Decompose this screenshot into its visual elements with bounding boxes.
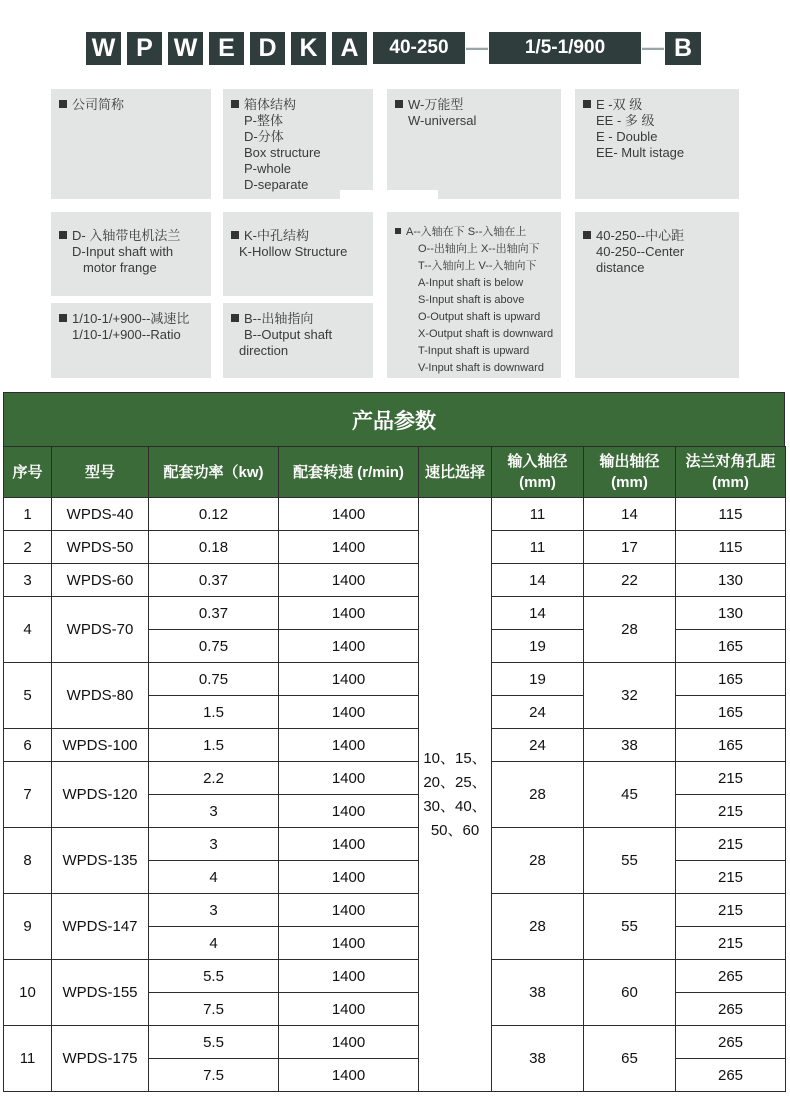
cell-model: WPDS-60 [52, 564, 149, 597]
cell-output-shaft: 32 [584, 663, 676, 729]
cell-output-shaft: 22 [584, 564, 676, 597]
square-bullet-icon [583, 100, 591, 108]
cell-output-shaft: 17 [584, 531, 676, 564]
cell-flange: 165 [676, 663, 786, 696]
ratio-option-line: 30、40、 [423, 797, 487, 815]
cell-flange: 165 [676, 696, 786, 729]
cell-model: WPDS-70 [52, 597, 149, 663]
code-letter: A [332, 32, 367, 65]
cell-speed: 1400 [279, 960, 419, 993]
cell-no: 7 [4, 762, 52, 828]
cell-power: 7.5 [149, 1059, 279, 1092]
code-letter: P [127, 32, 162, 65]
cell-no: 1 [4, 498, 52, 531]
header-input-shaft: 输入轴径 (mm) [492, 447, 584, 498]
cell-power: 5.5 [149, 1026, 279, 1059]
table-row [4, 729, 786, 762]
cell-no: 11 [4, 1026, 52, 1092]
table-row [4, 828, 786, 861]
legend-company: 公司简称 [51, 89, 211, 199]
table-row [4, 1026, 786, 1059]
cell-speed: 1400 [279, 531, 419, 564]
ratio-option-line: 50、60 [430, 821, 480, 839]
cell-no: 8 [4, 828, 52, 894]
model-code [86, 30, 707, 66]
cell-model: WPDS-155 [52, 960, 149, 1026]
table-row [4, 564, 786, 597]
header-no: 序号 [4, 447, 52, 498]
cell-model: WPDS-175 [52, 1026, 149, 1092]
cell-input-shaft: 14 [492, 564, 584, 597]
cell-speed: 1400 [279, 630, 419, 663]
cell-no: 6 [4, 729, 52, 762]
cell-power: 4 [149, 861, 279, 894]
table-title: 产品参数 [3, 392, 785, 447]
legend-center-distance: 40-250--中心距 40-250--Center distance [575, 212, 739, 378]
square-bullet-icon [583, 231, 591, 239]
cell-output-shaft: 65 [584, 1026, 676, 1092]
cell-input-shaft: 24 [492, 729, 584, 762]
table-row [4, 597, 786, 630]
square-bullet-icon [231, 314, 239, 322]
cell-output-shaft: 45 [584, 762, 676, 828]
square-bullet-icon [59, 314, 67, 322]
cell-flange: 215 [676, 795, 786, 828]
cell-flange: 115 [676, 498, 786, 531]
cell-flange: 165 [676, 729, 786, 762]
cell-flange: 130 [676, 597, 786, 630]
legend-box-structure: 箱体结构 P-整体 D-分体 Box structure P-whole D-separate [223, 89, 373, 199]
cell-speed: 1400 [279, 1059, 419, 1092]
legend-ratio: 1/10-1/+900--减速比 1/10-1/+900--Ratio [51, 303, 211, 378]
cell-input-shaft: 14 [492, 597, 584, 630]
cell-speed: 1400 [279, 597, 419, 630]
ratio-option-line: 10、15、 [423, 749, 487, 767]
cell-flange: 215 [676, 861, 786, 894]
cell-speed: 1400 [279, 828, 419, 861]
code-separator: — [642, 35, 664, 60]
cell-power: 0.75 [149, 663, 279, 696]
cell-ratio-options [419, 498, 492, 1092]
header-model: 型号 [52, 447, 149, 498]
table-row [4, 960, 786, 993]
cell-input-shaft: 28 [492, 894, 584, 960]
cell-flange: 215 [676, 927, 786, 960]
code-letter: D [250, 32, 285, 65]
cell-model: WPDS-135 [52, 828, 149, 894]
cell-no: 9 [4, 894, 52, 960]
cell-output-shaft: 38 [584, 729, 676, 762]
cell-power: 0.12 [149, 498, 279, 531]
cell-power: 4 [149, 927, 279, 960]
cell-speed: 1400 [279, 498, 419, 531]
cell-speed: 1400 [279, 795, 419, 828]
cell-output-shaft: 14 [584, 498, 676, 531]
cell-speed: 1400 [279, 696, 419, 729]
cell-flange: 215 [676, 894, 786, 927]
cell-power: 7.5 [149, 993, 279, 1026]
code-letter: W [86, 32, 121, 65]
cell-flange: 115 [676, 531, 786, 564]
cell-power: 0.37 [149, 564, 279, 597]
header-flange: 法兰对角孔距 (mm) [676, 447, 786, 498]
cell-speed: 1400 [279, 729, 419, 762]
ratio-option-line: 20、25、 [423, 773, 487, 791]
cell-power: 0.18 [149, 531, 279, 564]
square-bullet-icon [59, 100, 67, 108]
cell-power: 3 [149, 828, 279, 861]
cell-model: WPDS-100 [52, 729, 149, 762]
header-speed: 配套转速 (r/min) [279, 447, 419, 498]
cell-flange: 215 [676, 828, 786, 861]
legend-input-flange: D- 入轴带电机法兰 D-Input shaft with motor frange [51, 212, 211, 296]
cell-power: 3 [149, 795, 279, 828]
cell-flange: 265 [676, 993, 786, 1026]
cell-flange: 130 [676, 564, 786, 597]
cell-input-shaft: 19 [492, 663, 584, 696]
cell-input-shaft: 19 [492, 630, 584, 663]
cell-speed: 1400 [279, 663, 419, 696]
table-row [4, 498, 786, 531]
code-separator: — [466, 35, 488, 60]
cell-input-shaft: 28 [492, 828, 584, 894]
cell-input-shaft: 11 [492, 531, 584, 564]
code-letter: K [291, 32, 326, 65]
table-row [4, 531, 786, 564]
header-output-shaft: 输出轴径 (mm) [584, 447, 676, 498]
cell-speed: 1400 [279, 894, 419, 927]
cell-power: 5.5 [149, 960, 279, 993]
cell-input-shaft: 28 [492, 762, 584, 828]
cell-power: 3 [149, 894, 279, 927]
legend-output-direction: B--出轴指向 B--Output shaft direction [223, 303, 373, 378]
cell-model: WPDS-40 [52, 498, 149, 531]
square-bullet-icon [231, 231, 239, 239]
cell-power: 1.5 [149, 696, 279, 729]
legend-universal: W-万能型 W-universal [387, 89, 561, 199]
cell-no: 4 [4, 597, 52, 663]
cell-flange: 215 [676, 762, 786, 795]
cell-speed: 1400 [279, 762, 419, 795]
cell-flange: 265 [676, 1026, 786, 1059]
code-direction: B [665, 32, 701, 65]
cell-model: WPDS-147 [52, 894, 149, 960]
cell-no: 5 [4, 663, 52, 729]
cell-power: 0.75 [149, 630, 279, 663]
cell-speed: 1400 [279, 927, 419, 960]
cell-speed: 1400 [279, 1026, 419, 1059]
cell-no: 10 [4, 960, 52, 1026]
cell-power: 1.5 [149, 729, 279, 762]
cell-model: WPDS-120 [52, 762, 149, 828]
cell-model: WPDS-80 [52, 663, 149, 729]
cell-output-shaft: 28 [584, 597, 676, 663]
header-power: 配套功率（kw) [149, 447, 279, 498]
cell-model: WPDS-50 [52, 531, 149, 564]
cell-output-shaft: 60 [584, 960, 676, 1026]
cell-output-shaft: 55 [584, 894, 676, 960]
code-letter: E [209, 32, 244, 65]
cell-power: 2.2 [149, 762, 279, 795]
header-ratio: 速比选择 [419, 447, 492, 498]
cell-no: 2 [4, 531, 52, 564]
square-bullet-icon [231, 100, 239, 108]
legend-stage: E -双 级 EE - 多 级 E - Double EE- Mult istage [575, 89, 739, 199]
table-row [4, 894, 786, 927]
square-bullet-icon [395, 228, 401, 234]
legend-shaft-positions: A--入轴在下 S--入轴在上 O--出轴向上 X--出轴向下 T--入轴向上 V--入轴向下 A-Input shaft is below S-Input shaft is above O-Output shaft is upward X-Output shaft is downward T-Input shaft is upward V-Input shaft is downward [387, 212, 561, 378]
cell-flange: 265 [676, 960, 786, 993]
cell-speed: 1400 [279, 861, 419, 894]
square-bullet-icon [59, 231, 67, 239]
cell-speed: 1400 [279, 564, 419, 597]
table-row [4, 663, 786, 696]
cell-flange: 165 [676, 630, 786, 663]
cell-power: 0.37 [149, 597, 279, 630]
cell-speed: 1400 [279, 993, 419, 1026]
table-row [4, 762, 786, 795]
cell-output-shaft: 55 [584, 828, 676, 894]
table-header-row [4, 447, 786, 498]
cell-input-shaft: 38 [492, 960, 584, 1026]
code-letter: W [168, 32, 203, 65]
square-bullet-icon [395, 100, 403, 108]
legend-hollow: K-中孔结构 K-Hollow Structure [223, 212, 373, 296]
parameter-table [3, 446, 786, 1092]
cell-input-shaft: 11 [492, 498, 584, 531]
cell-input-shaft: 24 [492, 696, 584, 729]
cell-flange: 265 [676, 1059, 786, 1092]
code-ratio: 1/5-1/900 [489, 32, 641, 64]
cell-input-shaft: 38 [492, 1026, 584, 1092]
cell-no: 3 [4, 564, 52, 597]
code-center-distance: 40-250 [373, 32, 465, 64]
